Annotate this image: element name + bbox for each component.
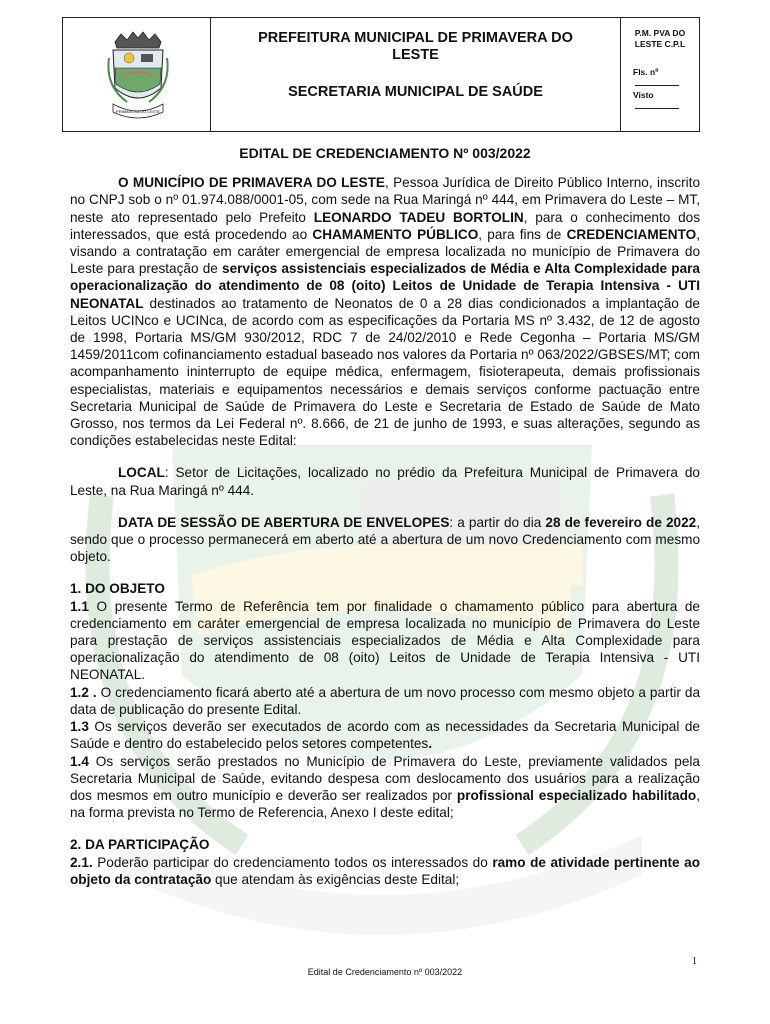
item-2-1-end: que atendam às exigências deste Edital; xyxy=(211,871,460,887)
fls-label: Fls. nº xyxy=(633,67,659,77)
item-1-1-number: 1.1 xyxy=(70,598,89,614)
item-1-4-number: 1.4 xyxy=(70,753,89,769)
document-body xyxy=(70,145,700,888)
intro-municipio: O MUNICÍPIO DE PRIMAVERA DO LESTE xyxy=(118,175,385,191)
intro-text-5: destinados ao tratamento de Neonatos de 0 a 28 dias condicionados a implantação de Leitos UCINco e UCINca, de acordo com as especificações da Portaria MS nº 3.432, de 12 de agosto de 1998, Portaria MS/GM 930/2012, RDC 7 de 24/02/2010 e Rede Cegonha – Portaria MS/GM 1459/2011com cofinanciamento estadual baseado nos valores da Portaria nº 063/2022/GBSES/MT; com acompanhamento ininterrupto de equipe médica, enfermagem, fisioterapeuta, demais profissionais especialistas, materiais e equipamentos necessários e demais serviços conforme pactuação entre Secretaria Municipal de Saúde de Primavera do Leste e Secretaria de Estado de Saúde de Mato Grosso, nos termos da Lei Federal nº. 8.666, de 21 de junho de 1993, e suas alterações, segundo as condições estabelecidas neste Edital: xyxy=(70,295,700,449)
municipal-coat-of-arms-icon xyxy=(107,28,169,120)
item-2-1-bold: ramo de atividade pertinente ao objeto da contratação xyxy=(70,854,700,887)
item-1-3 xyxy=(70,718,700,752)
local-paragraph xyxy=(70,464,700,498)
visto-label: Visto xyxy=(633,90,654,100)
item-1-4-text: Os serviços serão prestados no Município de Primavera do Leste, previamente validados pela Secretaria Municipal de Saúde, evitando despesa com deslocamento dos usuários para a realização dos mesmos em outro município e deverão ser realizados por xyxy=(70,753,700,803)
header-cpl-cell xyxy=(621,18,699,131)
sessao-label: DATA DE SESSÃO DE ABERTURA DE ENVELOPES xyxy=(118,514,450,530)
item-1-4-bold: profissional especializado habilitado xyxy=(456,787,697,803)
header-org-name: PREFEITURA MUNICIPAL DE PRIMAVERA DO LESTE xyxy=(258,30,573,63)
page-footer: Edital de Credenciamento nº 003/2022 xyxy=(307,967,463,977)
item-1-3-number: 1.3 xyxy=(70,719,89,735)
fls-line xyxy=(635,85,679,86)
item-1-1 xyxy=(70,598,700,684)
item-2-1-number: 2.1. xyxy=(70,854,93,870)
header-title-cell xyxy=(211,18,621,131)
item-1-2-number: 1.2 . xyxy=(70,684,97,700)
logo-banner-text: PRIMAVERA DO LESTE xyxy=(116,109,160,114)
page-number: 1 xyxy=(692,956,697,967)
intro-paragraph xyxy=(70,174,700,449)
item-1-4 xyxy=(70,753,700,822)
header-secretariat-name: SECRETARIA MUNICIPAL DE SAÚDE xyxy=(288,84,543,100)
item-1-1-text: O presente Termo de Referência tem por finalidade o chamamento público para abertura de credenciamento em caráter emergencial de empresa localizada no município de Primavera do Leste para prestação de serviços assistenciais especializados de Média e Alta Complexidade para operacionalização do atendimento de 08 (oito) Leitos de Unidade de Terapia Intensiva - UTI NEONATAL. xyxy=(70,598,700,683)
local-text: : Setor de Licitações, localizado no prédio da Prefeitura Municipal de Primavera do Leste, na Rua Maringá nº 444. xyxy=(70,465,700,498)
section-2-title: 2. DA PARTICIPAÇÃO xyxy=(70,837,210,853)
sessao-paragraph xyxy=(70,514,700,566)
item-1-3-text: Os serviços deverão ser executados de acordo com as necessidades da Secretaria Municipal de Saúde e dentro do estabelecido pelos setores competentes xyxy=(70,719,700,752)
intro-servicos: serviços assistenciais especializados de Média e Alta Complexidade para operacionalização do atendimento de 08 (oito) Leitos de Unidade de Terapia Intensiva - UTI NEONATAL xyxy=(70,261,700,311)
intro-text-3: , para fins de xyxy=(478,226,567,242)
intro-prefeito: LEONARDO TADEU BORTOLIN xyxy=(313,209,524,225)
local-label: LOCAL xyxy=(118,465,165,481)
visto-line xyxy=(635,108,679,109)
sessao-text-2: , sendo que o processo permanecerá em aberto até a abertura de um novo Credenciamento com mesmo objeto. xyxy=(70,514,701,565)
intro-text-2: , para o conhecimento dos interessados, que está procedendo ao xyxy=(70,209,700,242)
visto-field xyxy=(633,90,699,110)
intro-text-1: , Pessoa Jurídica de Direito Público Interno, inscrito no CNPJ sob o nº 01.974.088/0001-05, com sede na Rua Maringá nº 444, em Primavera do Leste – MT, neste ato representado pelo Prefeito xyxy=(70,175,701,225)
item-1-4-end: , na forma prevista no Termo de Referencia, Anexo I deste edital; xyxy=(70,787,700,821)
intro-text-4: , visando a contratação em caráter emergencial de empresa localizada no município de Primavera do Leste para prestação de xyxy=(70,226,700,277)
section-1-title: 1. DO OBJETO xyxy=(70,581,165,597)
item-1-2-text: O credenciamento ficará aberto até a abertura de um novo processo com mesmo objeto a partir da data de publicação do presente Edital. xyxy=(70,684,701,717)
item-1-3-end: . xyxy=(428,736,432,752)
item-2-1 xyxy=(70,854,700,888)
cpl-title: P.M. PVA DO LESTE C.P.L xyxy=(634,28,686,49)
intro-credenciamento: CREDENCIAMENTO xyxy=(566,226,697,242)
sessao-date: 28 de fevereiro de 2022 xyxy=(545,514,697,530)
fls-field xyxy=(633,67,699,87)
intro-chamamento: CHAMAMENTO PÚBLICO xyxy=(312,226,479,242)
sessao-text-1: : a partir do dia xyxy=(449,514,546,530)
header-logo-cell xyxy=(63,18,211,131)
document-title: EDITAL DE CREDENCIAMENTO Nº 003/2022 xyxy=(239,145,531,161)
document-header xyxy=(62,17,700,132)
item-2-1-text: Poderão participar do credenciamento todos os interessados do xyxy=(92,854,493,870)
item-1-2 xyxy=(70,684,700,718)
